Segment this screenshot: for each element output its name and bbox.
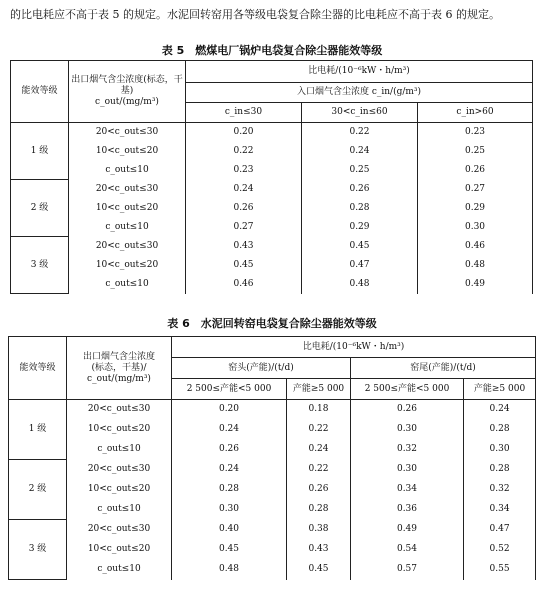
table5-value-cell: 0.29 <box>302 218 418 237</box>
table6-grade-cell: 2 级 <box>9 460 67 520</box>
table5-range-cell: 10<c_out≤20 <box>69 256 186 275</box>
table6-subheader: 产能≥5 000 <box>464 379 536 400</box>
table6-value-cell: 0.57 <box>351 560 464 580</box>
table6-value-cell: 0.24 <box>172 420 287 440</box>
table6-value-cell: 0.24 <box>172 460 287 480</box>
table5-value-cell: 0.46 <box>418 237 533 256</box>
table5-header-power: 比电耗/(10⁻⁶kW・h/m³) <box>186 61 533 83</box>
table5-value-cell: 0.23 <box>418 123 533 142</box>
table5-value-cell: 0.24 <box>186 180 302 199</box>
table5-subheader: c_in≤30 <box>186 103 302 123</box>
table6-range-cell: 20<c_out≤30 <box>67 400 172 420</box>
table5-value-cell: 0.43 <box>186 237 302 256</box>
table6-value-cell: 0.26 <box>172 440 287 460</box>
table6-grade-cell: 1 级 <box>9 400 67 460</box>
table6-range-cell: c_out≤10 <box>67 440 172 460</box>
table5-value-cell: 0.22 <box>302 123 418 142</box>
table6-value-cell: 0.32 <box>351 440 464 460</box>
table6-range-cell: 20<c_out≤30 <box>67 520 172 540</box>
table5-header-grade: 能效等级 <box>11 61 69 123</box>
table6-value-cell: 0.43 <box>287 540 351 560</box>
table5-value-cell: 0.26 <box>302 180 418 199</box>
table5-range-cell: c_out≤10 <box>69 275 186 294</box>
table5-value-cell: 0.46 <box>186 275 302 294</box>
table6-value-cell: 0.22 <box>287 420 351 440</box>
table5-value-cell: 0.23 <box>186 161 302 180</box>
table6-header-outlet: 出口烟气含尘浓度 (标态，干基)/ c_out/(mg/m³) <box>67 337 172 400</box>
table5-caption: 表 5 燃煤电厂锅炉电袋复合除尘器能效等级 <box>161 44 383 57</box>
table5-grade-cell: 2 级 <box>11 180 69 237</box>
table6-value-cell: 0.28 <box>287 500 351 520</box>
table6-value-cell: 0.28 <box>464 420 536 440</box>
table6-value-cell: 0.47 <box>464 520 536 540</box>
table6-value-cell: 0.45 <box>172 540 287 560</box>
table5-range-cell: 10<c_out≤20 <box>69 199 186 218</box>
table6-value-cell: 0.18 <box>287 400 351 420</box>
table6-subheader: 2 500≤产能<5 000 <box>172 379 287 400</box>
table5-value-cell: 0.26 <box>418 161 533 180</box>
table5-header-inlet: 入口烟气含尘浓度 c_in/(g/m³) <box>186 83 533 103</box>
table6-value-cell: 0.24 <box>464 400 536 420</box>
table6-value-cell: 0.30 <box>464 440 536 460</box>
table5-range-cell: 10<c_out≤20 <box>69 142 186 161</box>
table5-value-cell: 0.29 <box>418 199 533 218</box>
table5-value-cell: 0.22 <box>186 142 302 161</box>
table5-value-cell: 0.30 <box>418 218 533 237</box>
table5-value-cell: 0.45 <box>186 256 302 275</box>
table6-value-cell: 0.40 <box>172 520 287 540</box>
table6-range-cell: 10<c_out≤20 <box>67 420 172 440</box>
table5-subheader: 30<c_in≤60 <box>302 103 418 123</box>
table6-value-cell: 0.34 <box>464 500 536 520</box>
table6-value-cell: 0.52 <box>464 540 536 560</box>
table5 <box>10 60 533 294</box>
table6-value-cell: 0.54 <box>351 540 464 560</box>
table6-subheader: 产能≥5 000 <box>287 379 351 400</box>
table6-caption: 表 6 水泥回转窑电袋复合除尘器能效等级 <box>167 317 377 330</box>
table6-value-cell: 0.49 <box>351 520 464 540</box>
table5-value-cell: 0.26 <box>186 199 302 218</box>
table6-value-cell: 0.34 <box>351 480 464 500</box>
table5-value-cell: 0.27 <box>186 218 302 237</box>
table6-value-cell: 0.32 <box>464 480 536 500</box>
table6-value-cell: 0.36 <box>351 500 464 520</box>
table5-grade-cell: 1 级 <box>11 123 69 180</box>
table6-value-cell: 0.55 <box>464 560 536 580</box>
table5-value-cell: 0.20 <box>186 123 302 142</box>
table6 <box>8 336 536 580</box>
table6-value-cell: 0.38 <box>287 520 351 540</box>
table5-value-cell: 0.27 <box>418 180 533 199</box>
table5-range-cell: c_out≤10 <box>69 161 186 180</box>
table5-value-cell: 0.25 <box>418 142 533 161</box>
table5-range-cell: 20<c_out≤30 <box>69 180 186 199</box>
table6-value-cell: 0.28 <box>172 480 287 500</box>
table6-subheader: 2 500≤产能<5 000 <box>351 379 464 400</box>
table6-value-cell: 0.48 <box>172 560 287 580</box>
table5-value-cell: 0.47 <box>302 256 418 275</box>
table6-value-cell: 0.45 <box>287 560 351 580</box>
table5-value-cell: 0.28 <box>302 199 418 218</box>
table6-range-cell: 20<c_out≤30 <box>67 460 172 480</box>
table5-value-cell: 0.49 <box>418 275 533 294</box>
table5-header-outlet: 出口烟气含尘浓度(标态，干基) c_out/(mg/m³) <box>69 61 186 123</box>
intro-paragraph: 的比电耗应不高于表 5 的规定。水泥回转窑用各等级电袋复合除尘器的比电耗应不高于表 6 的规定。 <box>10 8 500 21</box>
table6-value-cell: 0.30 <box>351 420 464 440</box>
table6-value-cell: 0.20 <box>172 400 287 420</box>
table5-grade-cell: 3 级 <box>11 237 69 294</box>
table6-value-cell: 0.30 <box>351 460 464 480</box>
table6-range-cell: 10<c_out≤20 <box>67 540 172 560</box>
table6-value-cell: 0.24 <box>287 440 351 460</box>
table6-header-kiln-tail: 窑尾(产能)/(t/d) <box>351 358 536 379</box>
table5-range-cell: 20<c_out≤30 <box>69 123 186 142</box>
table6-range-cell: c_out≤10 <box>67 500 172 520</box>
table6-value-cell: 0.26 <box>287 480 351 500</box>
table6-header-grade: 能效等级 <box>9 337 67 400</box>
table6-header-power: 比电耗/(10⁻⁶kW・h/m³) <box>172 337 536 358</box>
table5-value-cell: 0.25 <box>302 161 418 180</box>
table6-range-cell: 10<c_out≤20 <box>67 480 172 500</box>
table6-value-cell: 0.26 <box>351 400 464 420</box>
table6-value-cell: 0.22 <box>287 460 351 480</box>
table6-value-cell: 0.28 <box>464 460 536 480</box>
table6-value-cell: 0.30 <box>172 500 287 520</box>
table5-range-cell: c_out≤10 <box>69 218 186 237</box>
table6-grade-cell: 3 级 <box>9 520 67 580</box>
table5-value-cell: 0.45 <box>302 237 418 256</box>
table6-header-kiln-head: 窑头(产能)/(t/d) <box>172 358 351 379</box>
table5-value-cell: 0.48 <box>418 256 533 275</box>
table5-value-cell: 0.24 <box>302 142 418 161</box>
table6-range-cell: c_out≤10 <box>67 560 172 580</box>
table5-range-cell: 20<c_out≤30 <box>69 237 186 256</box>
table5-subheader: c_in>60 <box>418 103 533 123</box>
table5-value-cell: 0.48 <box>302 275 418 294</box>
